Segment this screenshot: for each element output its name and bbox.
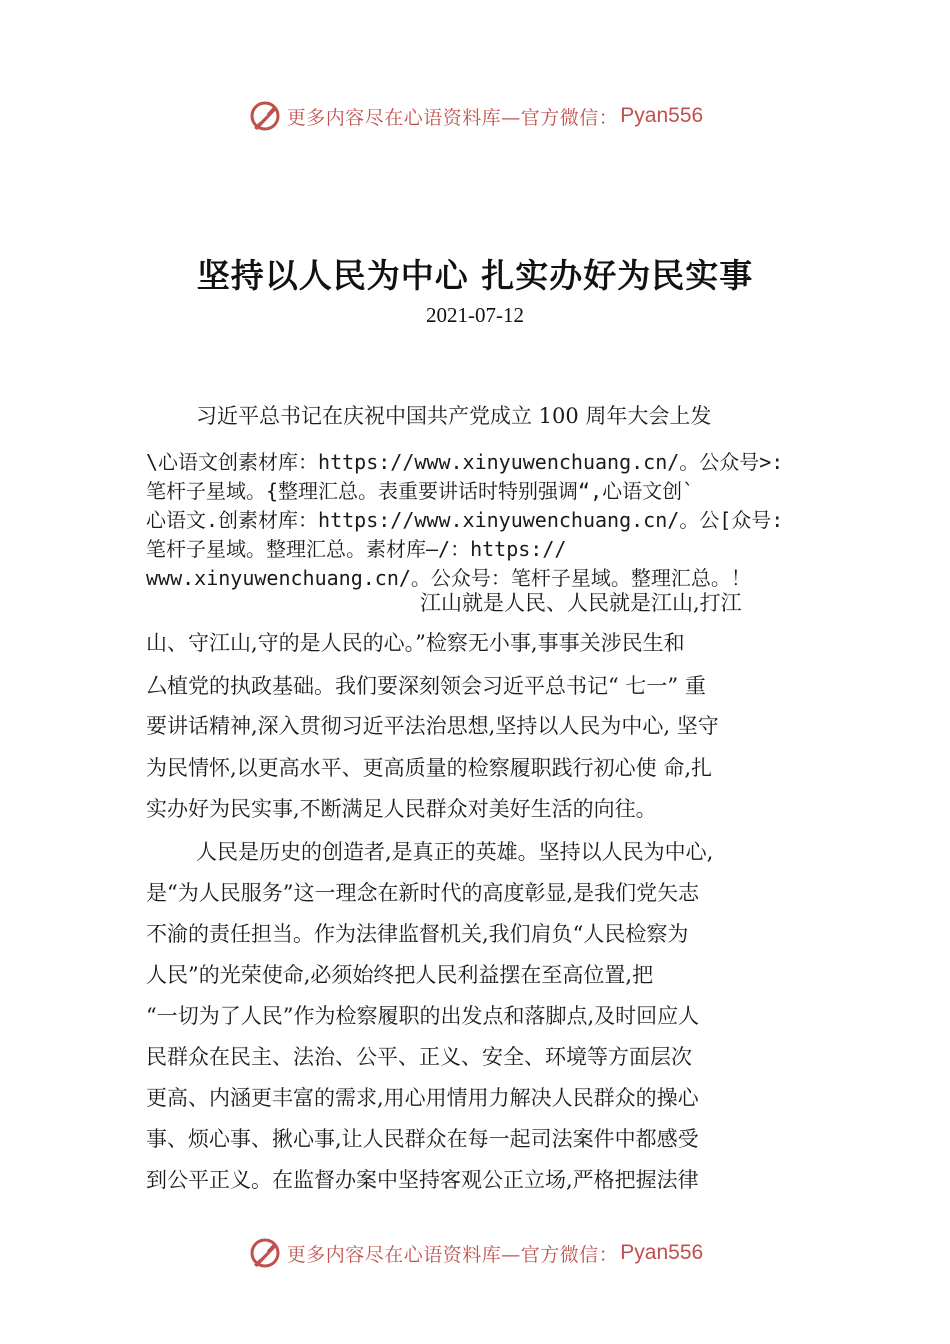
body-line: 不渝的责任担当。作为法律监督机关,我们肩负“人民检察为 (146, 922, 689, 946)
body-line: 要讲话精神,深入贯彻习近平法治思想,坚持以人民为中心, 坚守 (146, 714, 719, 738)
body-line: \心语文创素材库：https://www.xinyuwenchuang.cn/。公众号>: (146, 450, 784, 474)
body-line: 是“为人民服务”这一理念在新时代的高度彰显,是我们党矢志 (146, 881, 700, 905)
quill-logo-icon (247, 98, 283, 134)
quill-logo-icon (247, 1235, 283, 1271)
body-line: 笔杆子星域。整理汇总。素材库—/：https:// (146, 537, 567, 561)
body-line: www.xinyuwenchuang.cn/。公众号：笔杆子星域。整理汇总。！ (146, 566, 751, 590)
body-line: 习近平总书记在庆祝中国共产党成立 100 周年大会上发 (196, 404, 712, 428)
promo-text: 更多内容尽在心语资料库—官方微信： (286, 1243, 619, 1266)
body-line: 山、守江山,守的是人民的心。”检察无小事,事事关涉民生和 (146, 631, 685, 655)
body-line: 更高、内涵更丰富的需求,用心用情用力解决人民群众的操心 (146, 1086, 699, 1110)
promo-text: 更多内容尽在心语资料库—官方微信： (286, 106, 619, 129)
body-line: 实办好为民实事,不断满足人民群众对美好生活的向往。 (146, 797, 657, 821)
wechat-id: Pyan556 (620, 1241, 704, 1264)
footer-banner (0, 1233, 950, 1273)
document-title: 坚持以人民为中心 扎实办好为民实事 (196, 256, 754, 295)
document-date: 2021-07-12 (426, 303, 524, 327)
body-line: 人民是历史的创造者,是真正的英雄。坚持以人民为中心, (196, 840, 714, 864)
body-line: 笔杆子星域。{整理汇总。表重要讲话时特别强调“,心语文创` (146, 479, 695, 503)
body-line: 人民”的光荣使命,必须始终把人民利益摆在至高位置,把 (146, 963, 654, 987)
header-banner (0, 96, 950, 136)
body-line: 到公平正义。在监督办案中坚持客观公正立场,严格把握法律 (146, 1168, 699, 1192)
body-line: 为民情怀,以更高水平、更高质量的检察履职践行初心使 命,扎 (146, 756, 713, 780)
body-line: “一切为了人民”作为检察履职的出发点和落脚点,及时回应人 (146, 1004, 700, 1028)
body-line: 江山就是人民、人民就是江山,打江 (420, 591, 742, 615)
body-line: 事、烦心事、揪心事,让人民群众在每一起司法案件中都感受 (146, 1127, 699, 1151)
wechat-id: Pyan556 (620, 104, 704, 127)
body-line: 民群众在民主、法治、公平、正义、安全、环境等方面层次 (146, 1045, 692, 1069)
body-line: 心语文.创素材库：https://www.xinyuwenchuang.cn/。公[众号: (146, 508, 784, 532)
body-line: 厶植党的执政基础。我们要深刻领会习近平总书记“ 七一” 重 (146, 674, 706, 698)
